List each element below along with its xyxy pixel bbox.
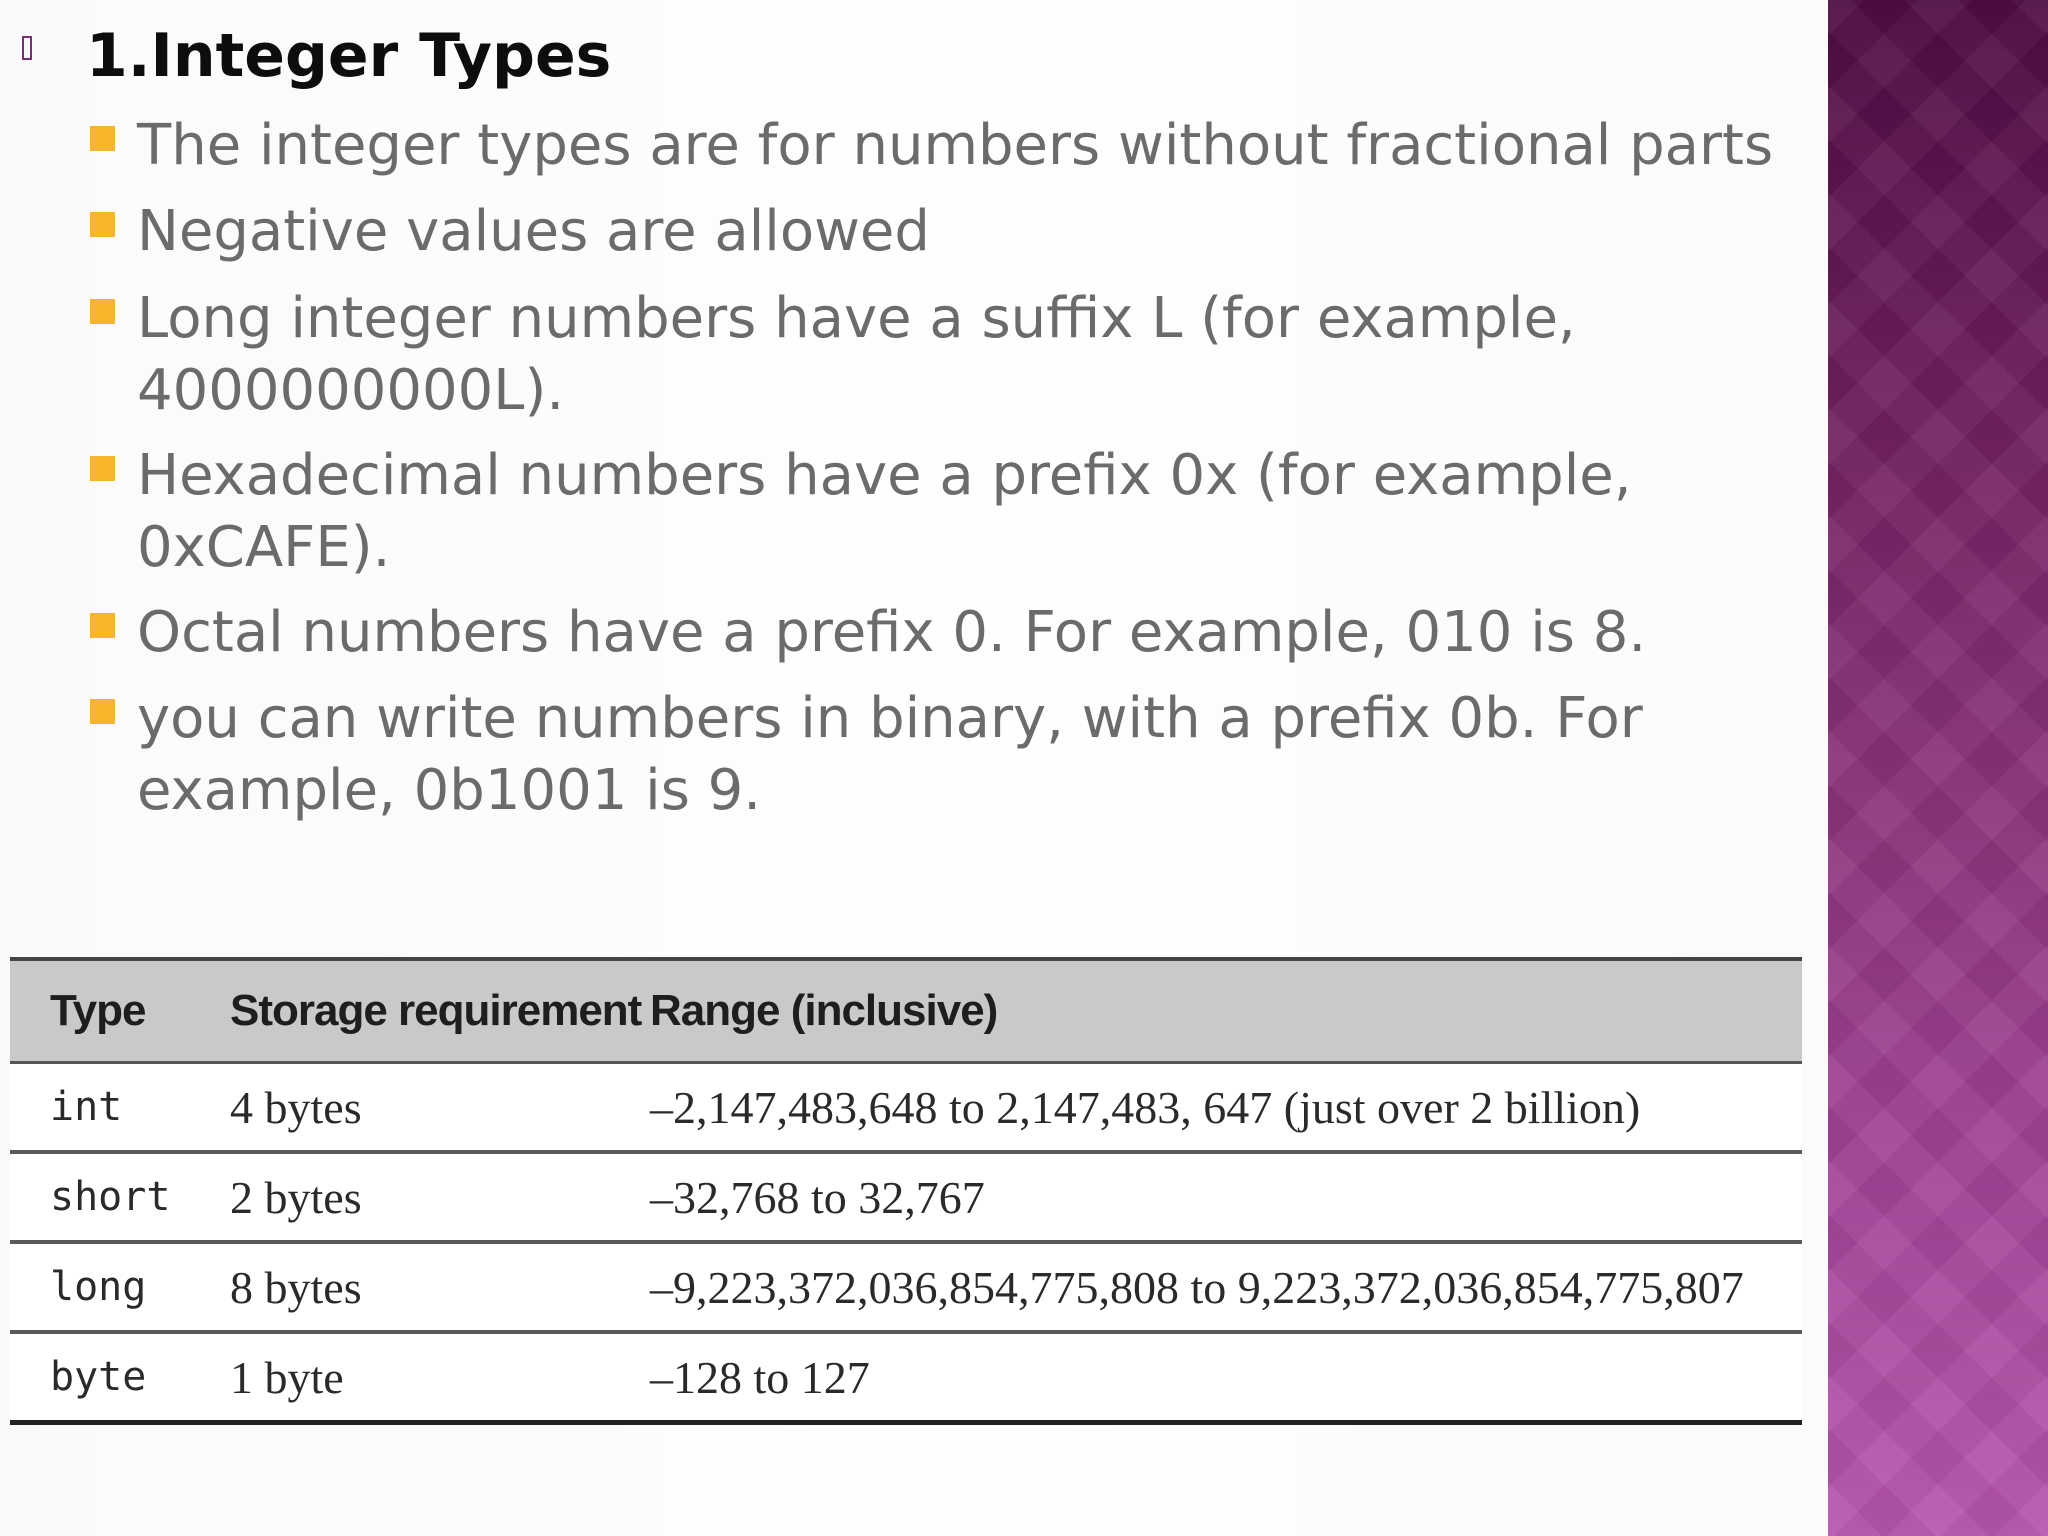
square-bullet-icon [90, 126, 115, 151]
cell-range: –32,768 to 32,767 [650, 1152, 1802, 1242]
square-bullet-icon [90, 212, 115, 237]
table-row [10, 1242, 1802, 1332]
bullet-text: you can write numbers in binary, with a prefix 0b. For example, 0b1001 is 9. [137, 686, 1643, 823]
cell-storage: 2 bytes [230, 1152, 650, 1242]
cell-type: int [10, 1063, 230, 1153]
cell-range: –2,147,483,648 to 2,147,483, 647 (just over 2 billion) [650, 1063, 1802, 1153]
decorative-side-band [1828, 0, 2048, 1536]
cell-range: –128 to 127 [650, 1332, 1802, 1423]
bullet-text: Long integer numbers have a suffix L (for example, 4000000000L). [137, 286, 1576, 423]
table-row [10, 1332, 1802, 1423]
bullet-text: Octal numbers have a prefix 0. For example, 010 is 8. [137, 600, 1647, 665]
square-bullet-icon [90, 299, 115, 324]
header-type: Type [10, 959, 230, 1063]
table-row [10, 1152, 1802, 1242]
bullet-text: The integer types are for numbers without fractional parts [137, 113, 1774, 178]
cell-type: short [10, 1152, 230, 1242]
square-bullet-icon [90, 699, 115, 724]
cell-storage: 4 bytes [230, 1063, 650, 1153]
bullet-text: Hexadecimal numbers have a prefix 0x (for example, 0xCAFE). [137, 443, 1632, 580]
table-header-row [10, 959, 1802, 1063]
title-marker-icon [22, 36, 32, 60]
table-row [10, 1063, 1802, 1153]
integer-types-table [10, 957, 1802, 1425]
square-bullet-icon [90, 456, 115, 481]
header-storage: Storage requirement [230, 959, 650, 1063]
cell-range: –9,223,372,036,854,775,808 to 9,223,372,036,854,775,807 [650, 1242, 1802, 1332]
slide-title: 1.Integer Types [86, 21, 612, 91]
header-range: Range (inclusive) [650, 959, 1802, 1063]
cell-type: long [10, 1242, 230, 1332]
cell-storage: 1 byte [230, 1332, 650, 1423]
cell-storage: 8 bytes [230, 1242, 650, 1332]
square-bullet-icon [90, 613, 115, 638]
cell-type: byte [10, 1332, 230, 1423]
bullet-text: Negative values are allowed [137, 199, 930, 264]
